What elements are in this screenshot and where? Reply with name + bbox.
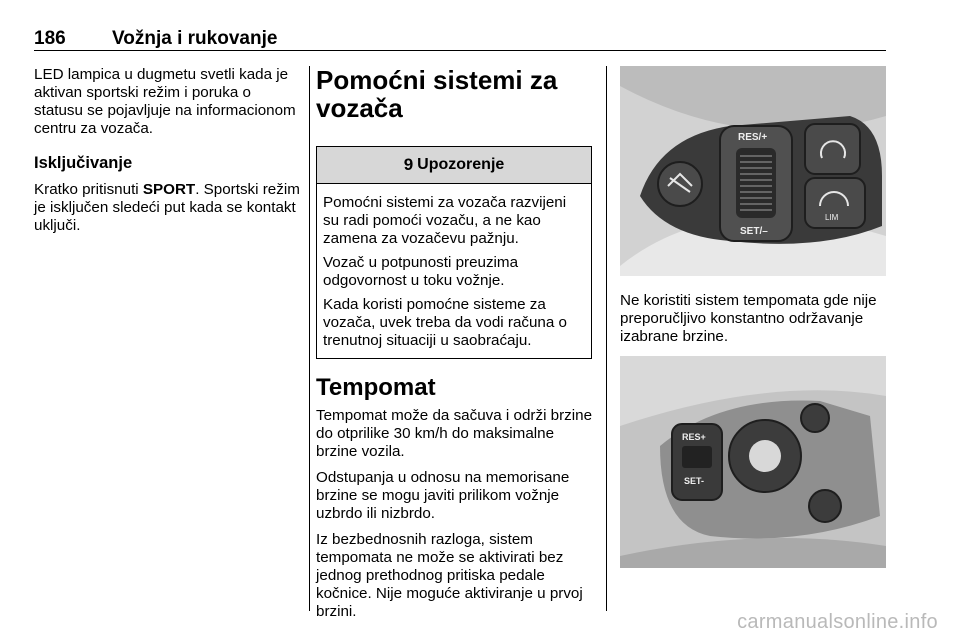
- paragraph: Kada koristi pomoćne sisteme za vozača, uvek treba da vodi računa o trenutnoj situaciji u saobraćaju.: [323, 296, 567, 349]
- steering-wheel-controls-photo-1: [620, 66, 886, 276]
- text-run: . Sportski režim je isključen sledeći put kada se kontakt uključi.: [34, 181, 300, 234]
- warning-box: [316, 146, 592, 359]
- column-right: [620, 66, 886, 568]
- chapter-title: Vožnja i rukovanje: [112, 28, 278, 49]
- text-run: Kratko pritisnuti: [34, 181, 143, 198]
- column-divider-1: [309, 66, 310, 611]
- paragraph: Vozač u potpunosti preuzima odgovornost u toku vožnje.: [323, 254, 519, 289]
- column-divider-2: [606, 66, 607, 611]
- paragraph: Tempomat može da sačuva i održi brzine do otprilike 30 km/h do maksimalne brzine vozila.: [316, 407, 593, 460]
- steering-wheel-controls-photo-2: [620, 356, 886, 568]
- column-middle: [316, 66, 594, 621]
- photo-caption: Ne koristiti sistem tempomata gde nije preporučljivo konstantno održavanje izabrane brzine.: [620, 292, 877, 345]
- paragraph: Pomoćni sistemi za vozača razvijeni su radi pomoći vozaču, a ne kao zamena za vozačevu pažnju.: [323, 194, 567, 247]
- set-minus-label: SET/–: [740, 226, 768, 237]
- warning-header: [317, 147, 591, 184]
- lim-label: LIM: [825, 213, 839, 222]
- warning-title: Upozorenje: [417, 156, 505, 173]
- sport-button-label: SPORT: [142, 181, 196, 198]
- subsection-title: Tempomat: [316, 374, 436, 401]
- page-number: 186: [34, 28, 66, 49]
- res-plus-label: RES/+: [738, 132, 768, 143]
- section-heading: Isključivanje: [34, 154, 133, 172]
- section-title: Pomoćni sistemi za vozača: [316, 65, 558, 123]
- page-header: [34, 22, 886, 51]
- set-label: SET-: [684, 476, 705, 486]
- column-left: [34, 66, 304, 235]
- watermark: carmanualsonline.info: [737, 611, 938, 633]
- paragraph: Iz bezbednosnih razloga, sistem tempomata ne može se aktivirati bez jednog prethodnog pritiska pedale kočnice. Nije moguće aktiviranje u prvoj brzini.: [316, 531, 583, 620]
- paragraph: [34, 181, 304, 235]
- res-label: RES+: [682, 432, 706, 442]
- paragraph: Odstupanja u odnosu na memorisane brzine se mogu javiti prilikom vožnje uzbrdo ili nizbrdo.: [316, 469, 570, 522]
- warning-body: [317, 184, 591, 358]
- warning-icon: 9: [403, 155, 414, 174]
- paragraph: LED lampica u dugmetu svetli kada je aktivan sportski režim i poruka o statusu se pojavljuje na informacionom centru za vozača.: [34, 66, 296, 137]
